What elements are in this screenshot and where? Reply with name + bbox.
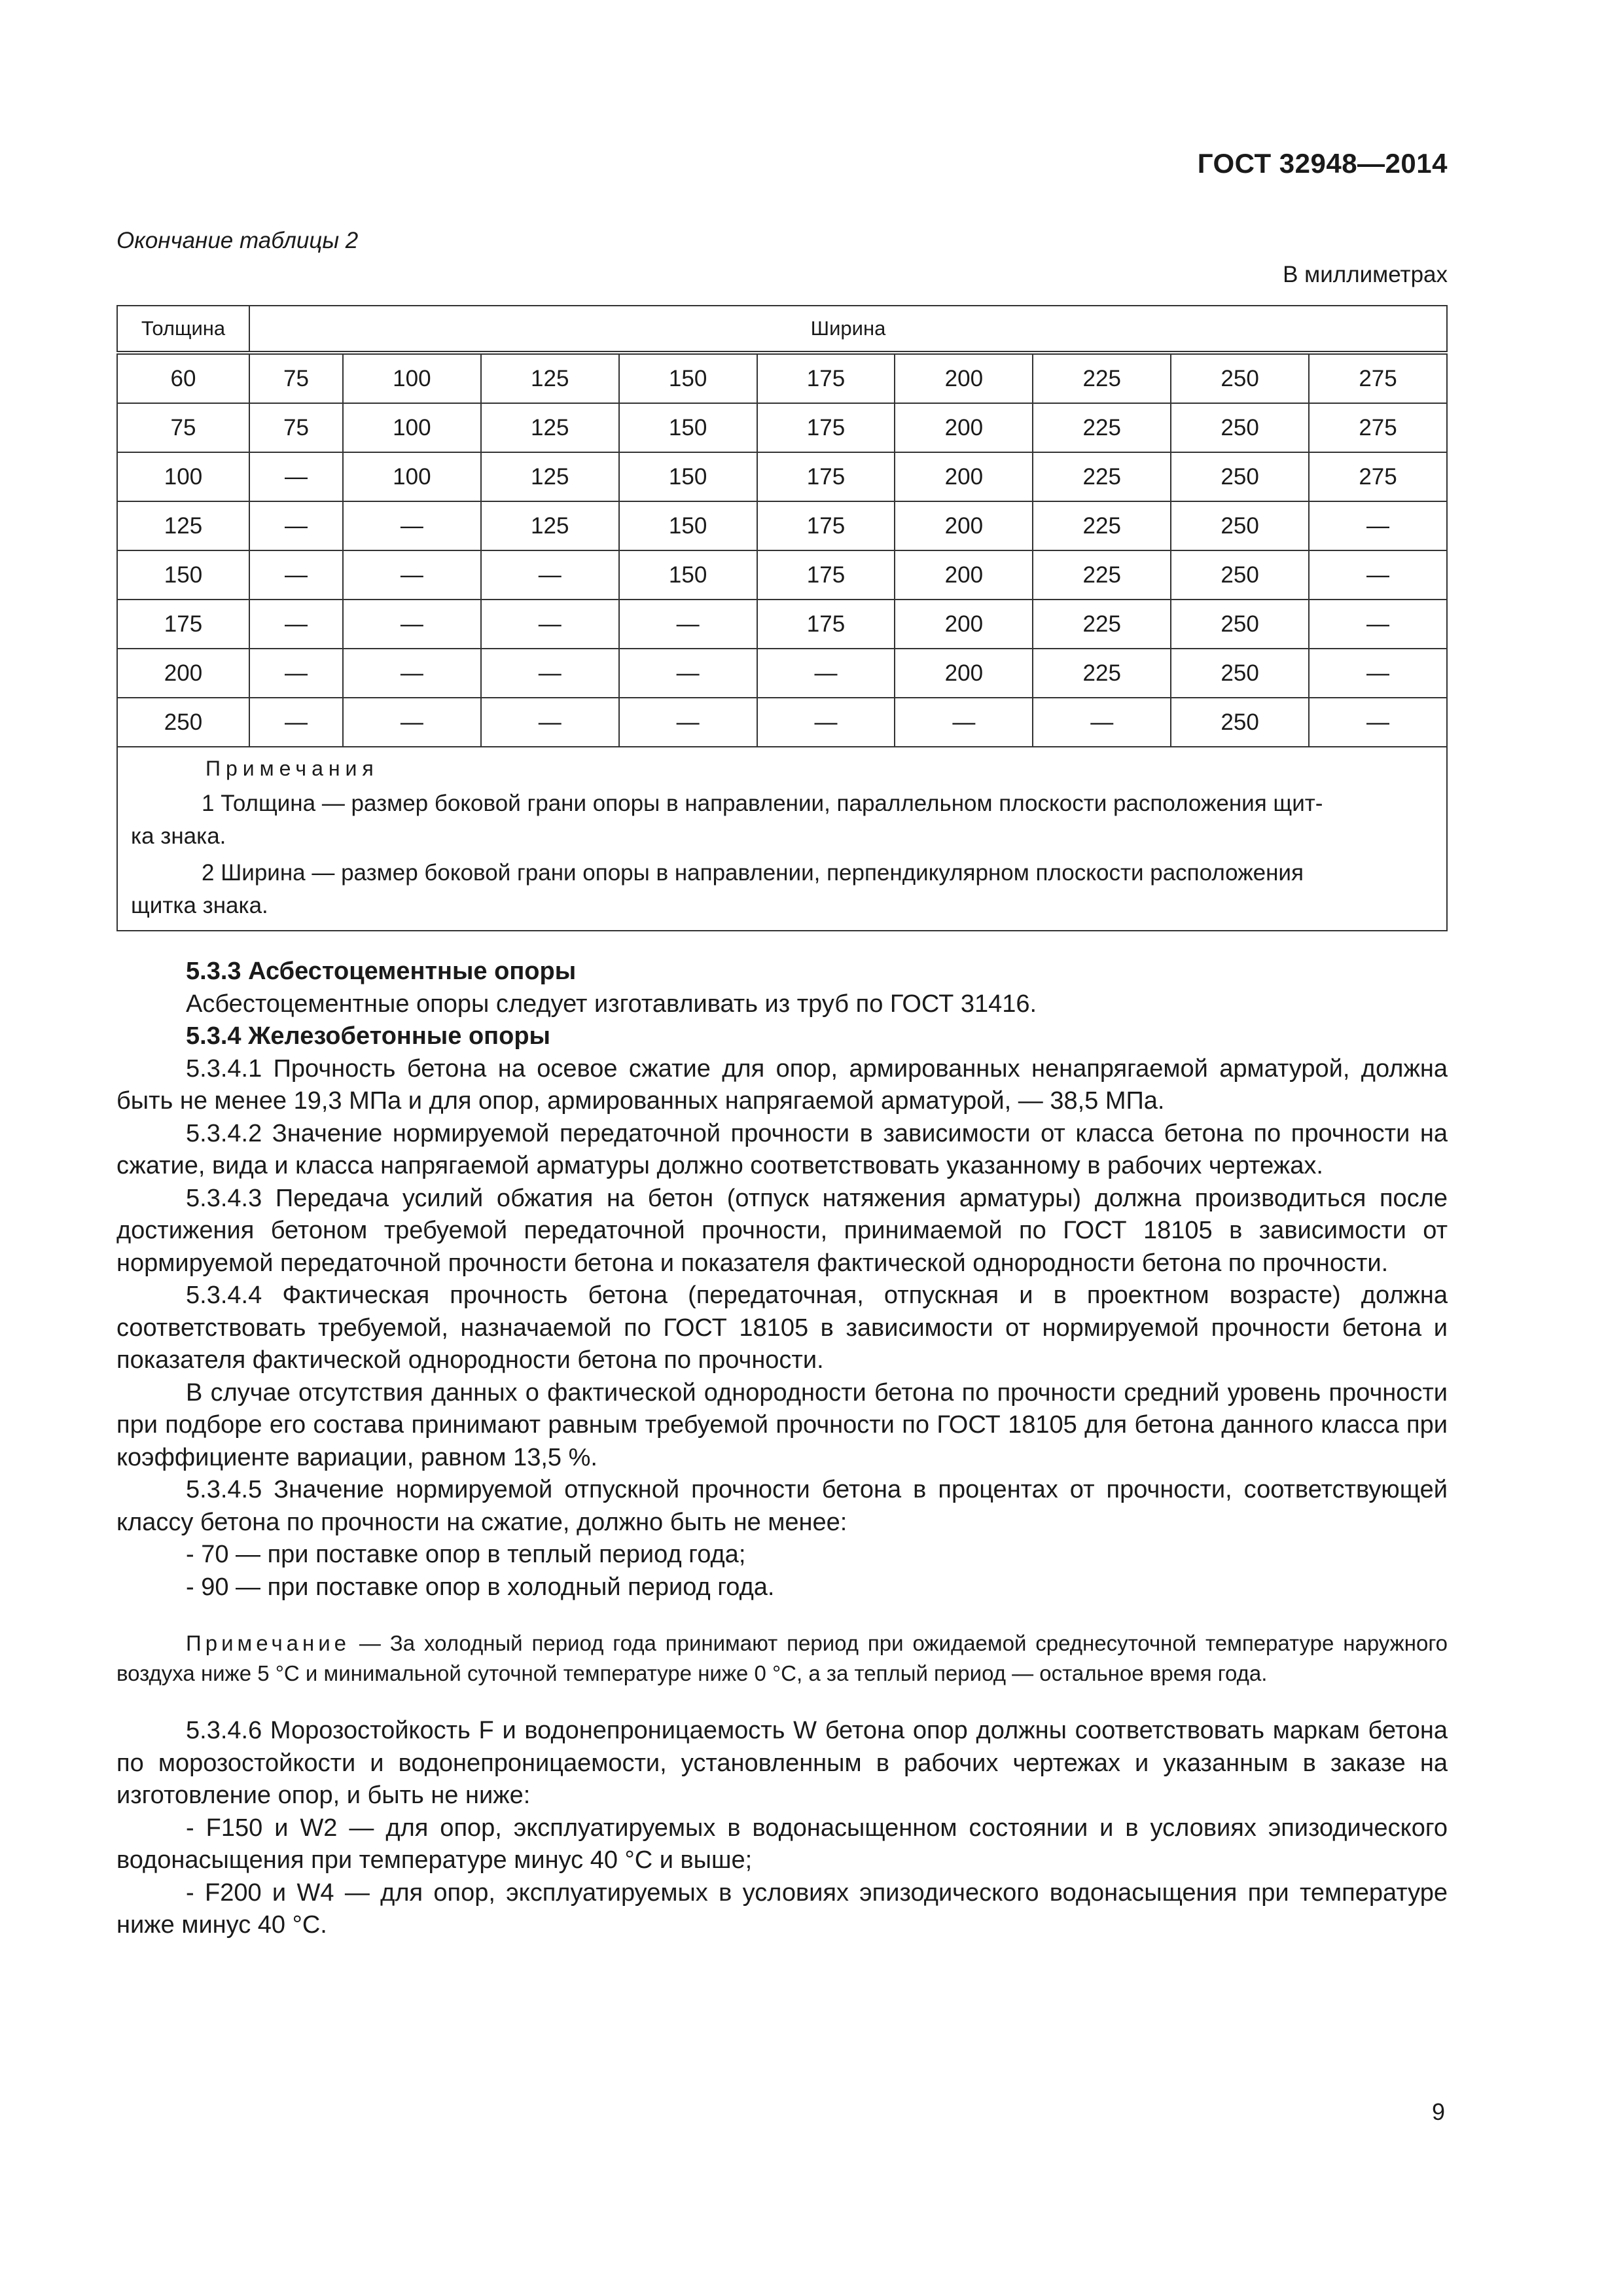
width-cell: —	[249, 600, 343, 649]
width-cell: 225	[1033, 600, 1171, 649]
width-cell: 150	[619, 550, 757, 600]
width-cell: 275	[1309, 403, 1447, 452]
width-cell: 200	[895, 600, 1033, 649]
width-cell: —	[619, 649, 757, 698]
width-cell: —	[249, 501, 343, 550]
width-cell: 175	[757, 501, 895, 550]
page-number: 9	[1431, 2098, 1445, 2125]
table-notes	[117, 747, 1447, 931]
width-cell: 200	[895, 501, 1033, 550]
thickness-cell: 250	[117, 698, 249, 747]
width-cell: 225	[1033, 501, 1171, 550]
list-item: - 70 — при поставке опор в теплый период года;	[186, 1541, 746, 1568]
note-2-line-a: 2 Ширина — размер боковой грани опоры в направлении, перпендикулярном плоскости расположения	[202, 860, 1304, 886]
thickness-cell: 150	[117, 550, 249, 600]
width-cell: —	[1309, 501, 1447, 550]
paragraph: В случае отсутствия данных о фактической однородности бетона по прочности средний уровень прочности при подборе его состава принимают равным требуемой прочности по ГОСТ 18105 для бетона данного класса при коэффициенте вариации, равном 13,5 %.	[116, 1378, 1448, 1471]
width-cell: 125	[481, 403, 619, 452]
width-cell: 175	[757, 353, 895, 403]
list-item: - F150 и W2 — для опор, эксплуатируемых в водонасыщенном состоянии и в условиях эпизодического водонасыщения при температуре минус 40 °С и выше;	[116, 1814, 1448, 1874]
width-cell: —	[481, 600, 619, 649]
width-cell: 125	[481, 353, 619, 403]
width-cell: —	[249, 649, 343, 698]
width-cell: 250	[1171, 550, 1309, 600]
section-heading-5-3-3: 5.3.3 Асбестоцементные опоры	[186, 958, 577, 985]
thickness-cell: 125	[117, 501, 249, 550]
width-cell: —	[343, 501, 481, 550]
paragraph: 5.3.4.2 Значение нормируемой передаточной прочности в зависимости от класса бетона по прочности на сжатие, вида и класса напрягаемой арматуры должно соответствовать указанному в рабочих чертежах.	[116, 1119, 1448, 1179]
width-cell: 225	[1033, 452, 1171, 501]
width-cell: 175	[757, 403, 895, 452]
width-cell: —	[343, 600, 481, 649]
width-cell: 225	[1033, 649, 1171, 698]
notes-title: Примечания	[205, 757, 379, 780]
width-cell: 250	[1171, 698, 1309, 747]
width-cell: 250	[1171, 353, 1309, 403]
width-cell: 275	[1309, 353, 1447, 403]
width-cell: —	[343, 649, 481, 698]
note-1	[118, 787, 1397, 820]
width-cell: —	[1309, 600, 1447, 649]
note-1-line-a: 1 Толщина — размер боковой грани опоры в направлении, параллельном плоскости расположения щит-	[202, 791, 1323, 816]
width-cell: —	[757, 698, 895, 747]
width-cell: —	[343, 698, 481, 747]
list-item: - 90 — при поставке опор в холодный период года.	[186, 1573, 775, 1601]
width-cell: 150	[619, 501, 757, 550]
width-cell: —	[343, 550, 481, 600]
width-cell: 150	[619, 403, 757, 452]
paragraph: Асбестоцементные опоры следует изготавливать из труб по ГОСТ 31416.	[186, 990, 1037, 1018]
width-cell: 250	[1171, 600, 1309, 649]
paragraph: 5.3.4.5 Значение нормируемой отпускной прочности бетона в процентах от прочности, соответствующей классу бетона по прочности на сжатие, должно быть не менее:	[116, 1476, 1448, 1536]
width-cell: 225	[1033, 403, 1171, 452]
width-cell: —	[481, 698, 619, 747]
width-cell: 225	[1033, 550, 1171, 600]
table-row	[117, 649, 1447, 698]
width-cell: 150	[619, 452, 757, 501]
paragraph: 5.3.4.3 Передача усилий обжатия на бетон (отпуск натяжения арматуры) должна производиться после достижения бетоном требуемой передаточной прочности, принимаемой по ГОСТ 18105 в зависимости от нормируемой передаточной прочности бетона и показателя фактической однородности бетона по прочности.	[116, 1184, 1448, 1277]
table-caption: Окончание таблицы 2	[116, 228, 359, 253]
width-cell: —	[1309, 698, 1447, 747]
paragraph: 5.3.4.4 Фактическая прочность бетона (передаточная, отпускная и в проектном возрасте) должна соответствовать требуемой, назначаемой по ГОСТ 18105 в зависимости от нормируемой прочности бетона и показателя фактической однородности бетона по прочности.	[116, 1282, 1448, 1374]
note-text: — За холодный период года принимают период при ожидаемой среднесуточной температуре наружного воздуха ниже 5 °С и минимальной суточной температуре ниже 0 °С, а за теплый период — остальное время года.	[116, 1631, 1448, 1685]
table-row	[117, 600, 1447, 649]
table-row	[117, 698, 1447, 747]
width-cell: 125	[481, 452, 619, 501]
thickness-cell: 200	[117, 649, 249, 698]
width-cell: 175	[757, 452, 895, 501]
width-cell: —	[1033, 698, 1171, 747]
width-cell: 100	[343, 403, 481, 452]
table-row	[117, 403, 1447, 452]
width-cell: —	[619, 600, 757, 649]
table-units: В миллиметрах	[1283, 262, 1448, 287]
width-cell: —	[249, 452, 343, 501]
width-cell: 150	[619, 353, 757, 403]
header-width: Ширина	[249, 306, 1447, 353]
table-notes-row	[117, 747, 1447, 931]
width-cell: —	[1309, 550, 1447, 600]
width-cell: 175	[757, 550, 895, 600]
paragraph: 5.3.4.1 Прочность бетона на осевое сжатие для опор, армированных ненапрягаемой арматурой, должна быть не менее 19,3 МПа и для опор, армированных напрягаемой арматурой, — 38,5 МПа.	[116, 1054, 1448, 1115]
width-cell: 200	[895, 452, 1033, 501]
width-cell: 200	[895, 403, 1033, 452]
header-thickness: Толщина	[117, 306, 249, 353]
width-cell: —	[249, 550, 343, 600]
width-cell: —	[895, 698, 1033, 747]
width-cell: —	[619, 698, 757, 747]
table-row	[117, 452, 1447, 501]
width-cell: 250	[1171, 649, 1309, 698]
thickness-cell: 60	[117, 353, 249, 403]
width-cell: 75	[249, 353, 343, 403]
thickness-cell: 75	[117, 403, 249, 452]
width-cell: 125	[481, 501, 619, 550]
width-cell: 75	[249, 403, 343, 452]
section-heading-5-3-4: 5.3.4 Железобетонные опоры	[186, 1022, 550, 1050]
table-row	[117, 501, 1447, 550]
width-cell: —	[481, 649, 619, 698]
note-2-cont: щитка знака.	[131, 893, 268, 918]
note-1-cont: ка знака.	[131, 823, 226, 849]
list-item: - F200 и W4 — для опор, эксплуатируемых в условиях эпизодического водонасыщения при температуре ниже минус 40 °С.	[116, 1878, 1448, 1939]
table-row	[117, 550, 1447, 600]
width-cell: —	[481, 550, 619, 600]
width-cell: 275	[1309, 452, 1447, 501]
width-cell: —	[757, 649, 895, 698]
paragraph: 5.3.4.6 Морозостойкость F и водонепроницаемость W бетона опор должны соответствовать маркам бетона по морозостойкости и водонепроницаемости, установленным в рабочих чертежах и указанным в заказе на изготовление опор, и быть не ниже:	[116, 1717, 1448, 1809]
width-cell: 175	[757, 600, 895, 649]
note-label: Примечание	[186, 1631, 351, 1655]
width-cell: 200	[895, 353, 1033, 403]
width-cell: 225	[1033, 353, 1171, 403]
width-cell: 250	[1171, 452, 1309, 501]
dimensions-table	[116, 305, 1448, 931]
width-cell: 100	[343, 353, 481, 403]
body-text	[116, 956, 1448, 1942]
width-cell: 200	[895, 649, 1033, 698]
table-row	[117, 353, 1447, 403]
thickness-cell: 100	[117, 452, 249, 501]
width-cell: 250	[1171, 403, 1309, 452]
width-cell: —	[1309, 649, 1447, 698]
width-cell: 200	[895, 550, 1033, 600]
thickness-cell: 175	[117, 600, 249, 649]
width-cell: —	[249, 698, 343, 747]
note-2	[118, 857, 1397, 889]
width-cell: 100	[343, 452, 481, 501]
note	[116, 1628, 1448, 1689]
document-code: ГОСТ 32948—2014	[1197, 148, 1448, 179]
width-cell: 250	[1171, 501, 1309, 550]
table-header-row	[117, 306, 1447, 353]
